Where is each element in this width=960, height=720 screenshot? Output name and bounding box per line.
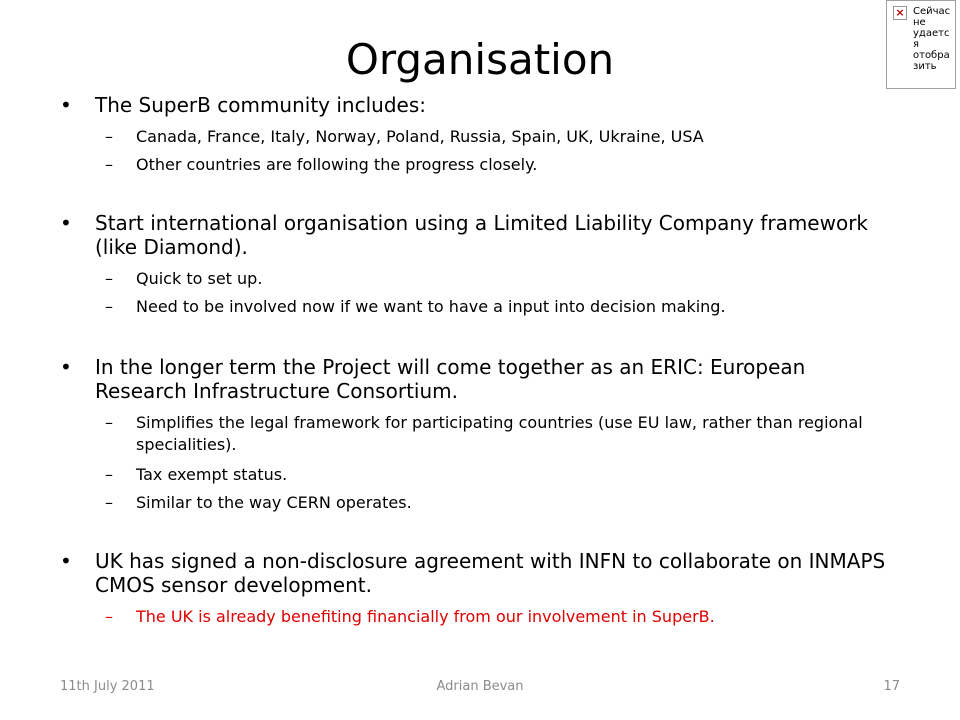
sub-bullet-item: Simplifies the legal framework for participating countries (use EU law, rather than regional specialities).	[136, 413, 863, 454]
bullet-marker: •	[60, 93, 72, 117]
footer-page-number: 17	[883, 679, 900, 694]
sub-bullet-item: Need to be involved now if we want to have a input into decision making.	[136, 297, 726, 316]
broken-image-placeholder	[886, 0, 956, 89]
sub-bullet-item: Quick to set up.	[136, 269, 263, 288]
bullet-item: The SuperB community includes:	[95, 93, 426, 117]
sub-bullet-item: Other countries are following the progress closely.	[136, 155, 538, 174]
bullet-marker: •	[60, 549, 72, 573]
bullet-item: In the longer term the Project will come together as an ERIC: European Research Infrastructure Consortium.	[95, 355, 806, 403]
sub-bullet-marker: –	[105, 155, 113, 174]
highlighted-sub-bullet-item: The UK is already benefiting financially from our involvement in SuperB.	[136, 607, 715, 626]
bullet-marker: •	[60, 211, 72, 235]
sub-bullet-item: Similar to the way CERN operates.	[136, 493, 412, 512]
bullet-marker: •	[60, 355, 72, 379]
sub-bullet-marker: –	[105, 297, 113, 316]
sub-bullet-marker: –	[105, 465, 113, 484]
footer-author: Adrian Bevan	[436, 679, 524, 694]
broken-image-icon: ×	[893, 6, 907, 20]
bullet-item: Start international organisation using a Limited Liability Company framework (like Diamond).	[95, 211, 869, 259]
sub-bullet-item: Canada, France, Italy, Norway, Poland, Russia, Spain, UK, Ukraine, USA	[136, 127, 704, 146]
sub-bullet-marker: –	[105, 413, 113, 432]
sub-bullet-marker: –	[105, 607, 113, 626]
bullet-item: UK has signed a non-disclosure agreement with INFN to collaborate on INMAPS CMOS sensor development.	[95, 549, 886, 597]
sub-bullet-marker: –	[105, 493, 113, 512]
slide-title: Organisation	[345, 35, 615, 84]
sub-bullet-marker: –	[105, 127, 113, 146]
broken-image-text: Сейчас не удаетс я отобра зить	[913, 6, 951, 72]
sub-bullet-marker: –	[105, 269, 113, 288]
footer-date: 11th July 2011	[60, 679, 155, 694]
sub-bullet-item: Tax exempt status.	[136, 465, 288, 484]
